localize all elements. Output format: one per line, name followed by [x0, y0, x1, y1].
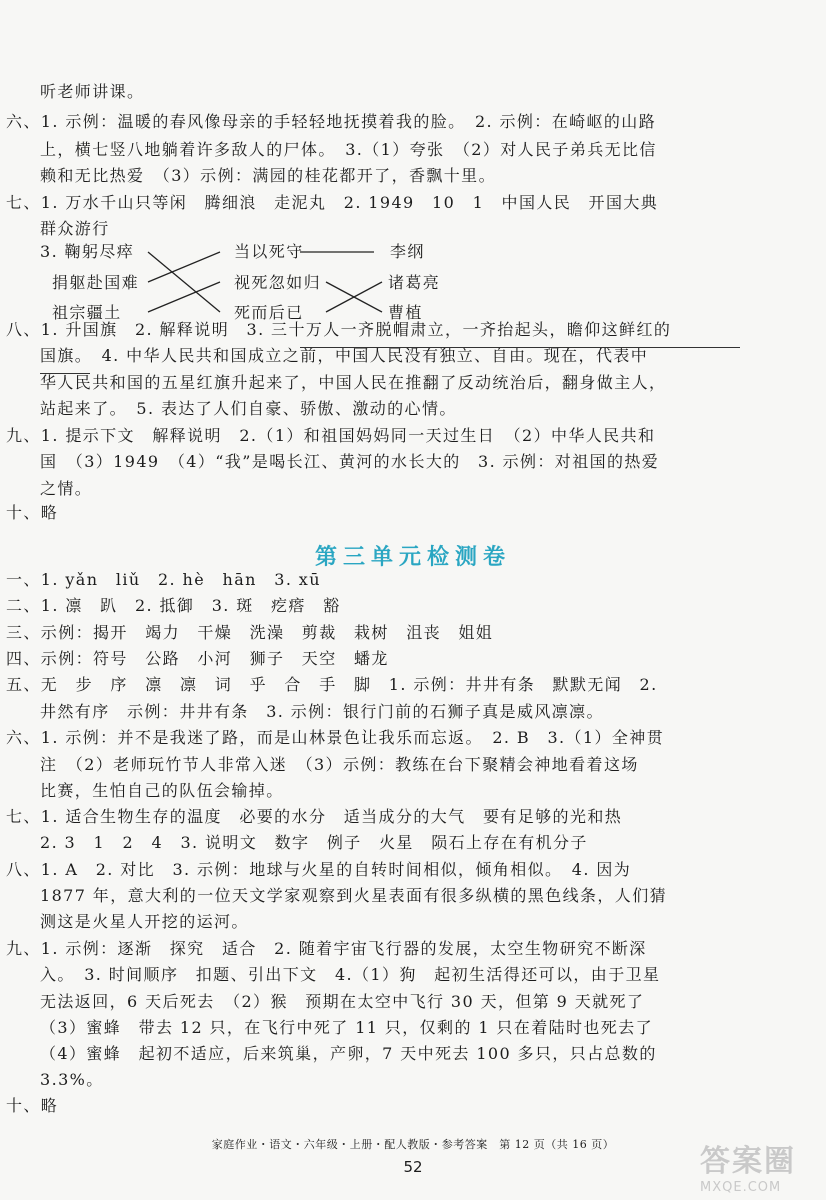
answer-line: 三、示例：揭开 竭力 干燥 洗澡 剪裁 栽树 沮丧 姐姐 [6, 623, 494, 642]
page-number: 52 [403, 1158, 423, 1176]
answer-line: 八、1. A 2. 对比 3. 示例：地球与火星的自转时间相似，倾角相似。 4. 因为 [6, 860, 632, 879]
answer-line: 五、无 步 序 凛 凛 词 乎 合 手 脚 1. 示例：井井有条 默默无闻 2. [6, 675, 658, 694]
match-left-2: 捐躯赴国难 [52, 273, 140, 292]
answer-line: （3）蜜蜂 带去 12 只，在飞行中死了 11 只，仅剩的 1 只在着陆时也死去了 [40, 1018, 653, 1037]
answer-line: 之情。 [40, 479, 93, 498]
watermark [700, 1136, 824, 1198]
answer-line: 测这是火星人开挖的运河。 [40, 912, 249, 931]
answer-line: 井然有序 示例：井井有条 3. 示例：银行门前的石狮子真是威风凛凛。 [40, 702, 604, 721]
match-left-3: 祖宗疆土 [52, 303, 122, 322]
section-title: 第三单元检测卷 [314, 545, 511, 570]
match-right-2: 诸葛亮 [388, 273, 441, 292]
answer-line: 无法返回，6 天后死去 （2）猴 预期在太空中飞行 30 天，但第 9 天就死了 [40, 992, 645, 1011]
answer-line: 六、1. 示例：温暖的春风像母亲的手轻轻地抚摸着我的脸。 2. 示例：在崎岖的山路 [6, 112, 657, 131]
answer-line: 华人民共和国的五星红旗升起来了，中国人民在推翻了反动统治后，翻身做主人， [40, 373, 667, 392]
answer-line: 国 （3）1949 （4）“我”是喝长江、黄河的水长大的 3. 示例：对祖国的热爱 [40, 452, 660, 471]
match-right-1: 李纲 [390, 242, 425, 261]
answer-line: 二、1. 凛 趴 2. 抵御 3. 斑 疙瘩 豁 [6, 596, 341, 615]
match-line [148, 252, 220, 312]
answer-line: 上，横七竖八地躺着许多敌人的尸体。 3.（1）夸张 （2）对人民子弟兵无比信 [40, 140, 657, 159]
match-left-1: 3. 鞠躬尽瘁 [40, 242, 135, 261]
answer-line: 四、示例：符号 公路 小河 狮子 天空 蟠龙 [6, 649, 389, 668]
match-middle-2: 视死忽如归 [234, 273, 322, 292]
answer-line: 十、略 [6, 1096, 59, 1115]
answer-line: 比赛，生怕自己的队伍会输掉。 [40, 781, 284, 800]
match-middle-3: 死而后已 [234, 303, 304, 322]
match-middle-1: 当以死守 [234, 242, 304, 261]
match-line [148, 282, 220, 312]
watermark-sub: MXQE.COM [700, 1180, 782, 1195]
answer-line: 群众游行 [40, 219, 110, 238]
footer: 家庭作业・语文・六年级・上册・配人教版・参考答案 第 12 页（共 16 页） [211, 1138, 615, 1151]
answer-line: 十、略 [6, 503, 59, 522]
answer-line: 站起来了。 5. 表达了人们自豪、骄傲、激动的心情。 [40, 399, 457, 418]
answer-line: 六、1. 示例：并不是我迷了路，而是山林景色让我乐而忘返。 2. B 3.（1）全神贯 [6, 728, 665, 747]
answer-line: （4）蜜蜂 起初不适应，后来筑巢，产卵，7 天中死去 100 多只，只占总数的 [40, 1044, 657, 1063]
answer-line: 3.3%。 [40, 1070, 104, 1089]
answer-line: 注 （2）老师玩竹节人非常入迷 （3）示例：教练在台下聚精会神地看着这场 [40, 755, 639, 774]
answer-line: 国旗。 4. 中华人民共和国成立之前，中国人民没有独立、自由。现在，代表中 [40, 346, 649, 365]
answer-line: 入。 3. 时间顺序 扣题、引出下文 4.（1）狗 起初生活得还可以，由于卫星 [40, 965, 661, 984]
answer-line: 七、1. 万水千山只等闲 腾细浪 走泥丸 2. 1949 10 1 中国人民 开国大典 [6, 193, 659, 212]
answer-line: 八、1. 升国旗 2. 解释说明 3. 三十万人一齐脱帽肃立，一齐抬起头，瞻仰这鲜红的 [6, 320, 672, 339]
watermark-main: 答案圈 [700, 1144, 796, 1179]
answer-line: 九、1. 示例：逐渐 探究 适合 2. 随着宇宙飞行器的发展，太空生物研究不断深 [6, 939, 647, 958]
answer-line: 赖和无比热爱 （3）示例：满园的桂花都开了，香飘十里。 [40, 166, 496, 185]
answer-line: 2. 3 1 2 4 3. 说明文 数字 例子 火星 陨石上存在有机分子 [40, 833, 588, 852]
match-line [148, 252, 220, 282]
answer-line: 九、1. 提示下文 解释说明 2.（1）和祖国妈妈同一天过生日 （2）中华人民共和 [6, 426, 656, 445]
answer-line: 七、1. 适合生物生存的温度 必要的水分 适当成分的大气 要有足够的光和热 [6, 807, 623, 826]
answer-line: 一、1. yǎn liǔ 2. hè hān 3. xū [6, 570, 321, 589]
match-right-3: 曹植 [388, 303, 423, 322]
answer-line: 1877 年，意大利的一位天文学家观察到火星表面有很多纵横的黑色线条，人们猜 [40, 886, 668, 905]
answer-line: 听老师讲课。 [40, 82, 145, 101]
